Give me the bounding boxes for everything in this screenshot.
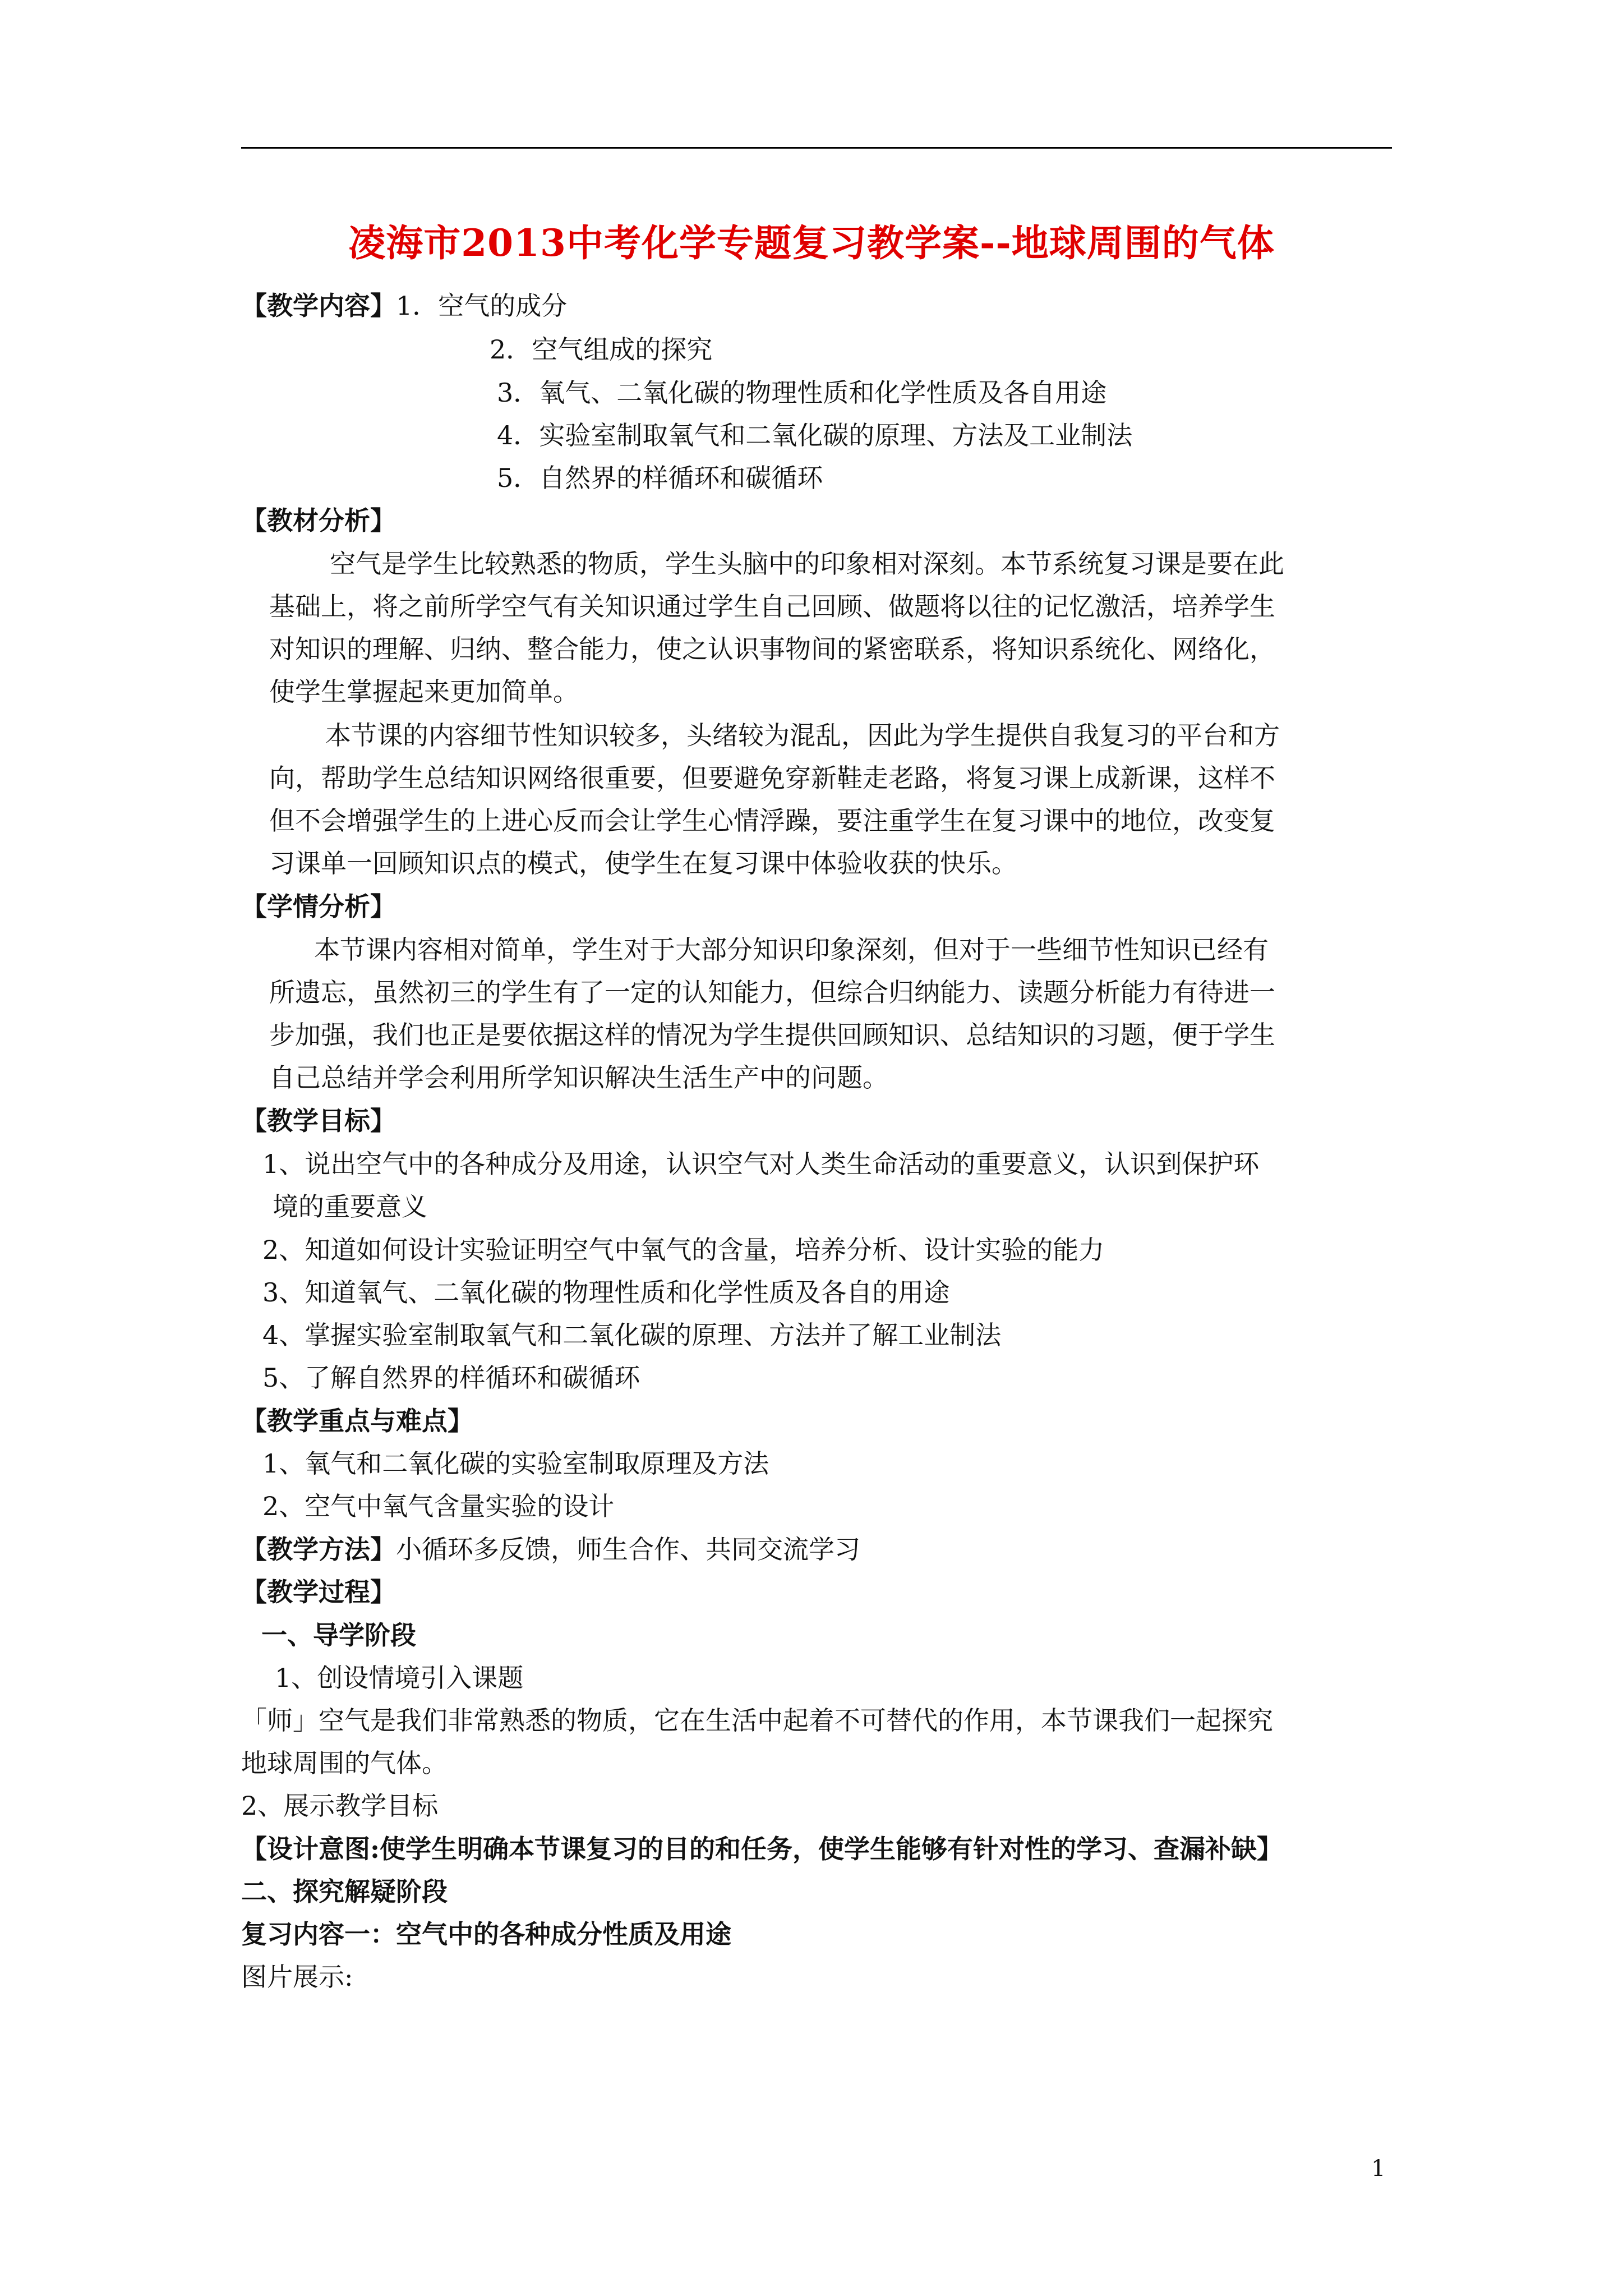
student-analysis-heading: 【学情分析】: [241, 891, 396, 922]
goal-line: 2、知道如何设计实验证明空气中氧气的含量，培养分析、设计实验的能力: [262, 1235, 1105, 1265]
goal-line: 1、说出空气中的各种成分及用途，认识空气对人类生命活动的重要意义，认识到保护环: [262, 1149, 1260, 1179]
teacher-line: 「师」空气是我们非常熟悉的物质，它在生活中起着不可替代的作用，本节课我们一起探究: [241, 1705, 1273, 1736]
paragraph-line: 向，帮助学生总结知识网络很重要，但要避免穿新鞋走老路，将复习课上成新课，这样不: [269, 763, 1275, 793]
key-point-line: 2、空气中氧气含量实验的设计: [262, 1491, 615, 1521]
paragraph-line: 步加强，我们也正是要依据这样的情况为学生提供回顾知识、总结知识的习题，便于学生: [269, 1020, 1275, 1050]
design-intent: 【设计意图:使学生明确本节课复习的目的和任务，使学生能够有针对性的学习、查漏补缺】: [241, 1834, 1283, 1864]
page-number: 1: [1371, 2156, 1386, 2182]
key-points-heading: 【教学重点与难点】: [241, 1406, 473, 1436]
process-heading: 【教学过程】: [241, 1577, 396, 1607]
content-item: 5．自然界的样循环和碳循环: [497, 463, 823, 493]
picture-label: 图片展示:: [241, 1962, 353, 1992]
goal-line: 境的重要意义: [273, 1191, 427, 1222]
goal-line: 3、知道氧气、二氧化碳的物理性质和化学性质及各自的用途: [262, 1277, 950, 1308]
paragraph-line: 习课单一回顾知识点的模式，使学生在复习课中体验收获的快乐。: [269, 848, 1017, 878]
content-line-1: [241, 289, 567, 323]
stage-2-heading: 二、探究解疑阶段: [241, 1876, 448, 1907]
paragraph-line: 空气是学生比较熟悉的物质，学生头脑中的印象相对深刻。本节系统复习课是要在此: [330, 549, 1284, 579]
method-line: [241, 1533, 860, 1566]
document-title: 凌海市2013中考化学专题复习教学案--地球周围的气体: [348, 221, 1275, 265]
content-item: 2．空气组成的探究: [490, 334, 713, 365]
step-1: 1、创设情境引入课题: [275, 1663, 524, 1693]
paragraph-line: 但不会增强学生的上进心反而会让学生心情浮躁，要注重学生在复习课中的地位，改变复: [269, 806, 1275, 836]
content-item: 3．氧气、二氧化碳的物理性质和化学性质及各自用途: [497, 378, 1107, 408]
material-analysis-heading: 【教材分析】: [241, 505, 396, 536]
step-2: 2、展示教学目标: [241, 1791, 439, 1821]
paragraph-line: 使学生掌握起来更加简单。: [269, 677, 579, 707]
paragraph-line: 本节课内容相对简单，学生对于大部分知识印象深刻，但对于一些细节性知识已经有: [314, 935, 1269, 965]
header-rule: [241, 147, 1392, 149]
review-1-heading: 复习内容一：空气中的各种成分性质及用途: [241, 1919, 731, 1949]
content-label: 【教学内容】: [241, 291, 396, 321]
method-text: 小循环多反馈，师生合作、共同交流学习: [396, 1534, 860, 1565]
paragraph-line: 所遗忘，虽然初三的学生有了一定的认知能力，但综合归纳能力、读题分析能力有待进一: [269, 977, 1275, 1007]
content-item: 4．实验室制取氧气和二氧化碳的原理、方法及工业制法: [497, 420, 1133, 450]
stage-1-heading: 一、导学阶段: [261, 1620, 416, 1650]
paragraph-line: 本节课的内容细节性知识较多，头绪较为混乱，因此为学生提供自我复习的平台和方: [325, 720, 1280, 751]
paragraph-line: 对知识的理解、归纳、整合能力，使之认识事物间的紧密联系，将知识系统化、网络化，: [269, 634, 1275, 664]
goal-line: 5、了解自然界的样循环和碳循环: [262, 1363, 640, 1393]
method-label: 【教学方法】: [241, 1534, 396, 1565]
content-item: 1．空气的成分: [396, 291, 568, 321]
goals-heading: 【教学目标】: [241, 1106, 396, 1136]
paragraph-line: 基础上，将之前所学空气有关知识通过学生自己回顾、做题将以往的记忆激活，培养学生: [269, 591, 1275, 622]
goal-line: 4、掌握实验室制取氧气和二氧化碳的原理、方法并了解工业制法: [262, 1320, 1002, 1350]
paragraph-line: 自己总结并学会利用所学知识解决生活生产中的问题。: [269, 1062, 888, 1093]
key-point-line: 1、氧气和二氧化碳的实验室制取原理及方法: [262, 1448, 769, 1479]
teacher-line: 地球周围的气体。: [241, 1748, 448, 1778]
